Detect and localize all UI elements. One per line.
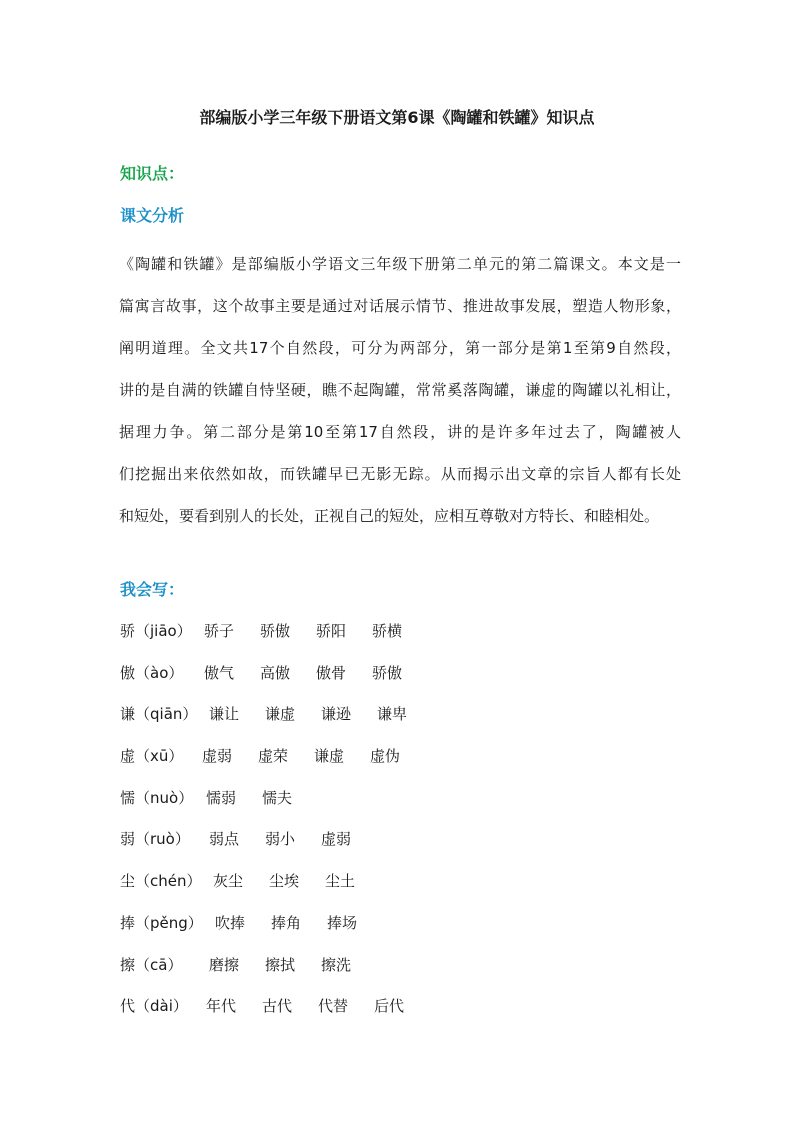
vocab-word: 虚荣 — [258, 747, 289, 766]
vocab-word: 骄傲 — [372, 663, 403, 682]
vocab-word: 骄子 — [204, 622, 235, 640]
vocab-row — [120, 703, 720, 745]
vocab-words — [209, 703, 433, 725]
vocab-word: 吹捧 — [215, 913, 246, 932]
vocab-character: 傲（ào） — [120, 663, 184, 682]
vocab-word: 谦逊 — [321, 705, 352, 724]
section-write-heading: 我会写： — [120, 580, 185, 599]
vocab-word: 虚弱 — [202, 747, 233, 766]
vocab-word: 高傲 — [260, 663, 291, 682]
paragraph-line: 据理力争。第二部分是第10至第17自然段，讲的是许多年过去了，陶罐被人 — [119, 423, 681, 441]
vocab-word: 擦拭 — [265, 955, 296, 974]
vocab-words — [204, 620, 428, 642]
paragraph-line: 和短处，要看到别人的长处，正视自己的短处，应相互尊敬对方特长、和睦相处。 — [119, 507, 660, 525]
vocab-character: 代（dài） — [120, 997, 188, 1016]
vocab-word: 谦虚 — [265, 705, 296, 724]
vocab-word: 懦弱 — [206, 788, 237, 807]
analysis-paragraph — [119, 243, 681, 537]
vocab-word: 虚弱 — [321, 830, 352, 849]
vocab-words — [215, 912, 383, 934]
vocab-row — [120, 870, 720, 912]
vocab-row — [120, 662, 720, 704]
vocab-word: 弱小 — [265, 830, 296, 849]
vocab-character: 擦（cā） — [120, 955, 183, 974]
vocab-word: 谦虚 — [314, 747, 345, 766]
vocab-words — [206, 787, 318, 809]
vocab-words — [209, 828, 377, 850]
vocab-word: 傲气 — [204, 663, 235, 682]
vocab-words — [213, 870, 381, 892]
vocab-word: 谦卑 — [377, 705, 408, 724]
vocab-row — [120, 954, 720, 996]
vocab-character: 捧（pěng） — [120, 913, 203, 932]
vocab-word: 尘土 — [325, 872, 356, 891]
vocab-word: 尘埃 — [269, 872, 300, 891]
vocab-row — [120, 912, 720, 954]
section-knowledge-heading: 知识点： — [120, 164, 185, 183]
vocab-word: 骄傲 — [260, 622, 291, 640]
vocab-word: 磨擦 — [209, 955, 240, 974]
vocab-word: 弱点 — [209, 830, 240, 849]
vocab-words — [202, 745, 426, 767]
vocab-row — [120, 787, 720, 829]
vocab-word: 骄阳 — [316, 622, 347, 640]
page-title: 部编版小学三年级下册语文第6课《陶罐和铁罐》知识点 — [199, 108, 595, 127]
vocab-word: 谦让 — [209, 705, 240, 724]
paragraph-line: 们挖掘出来依然如故，而铁罐早已无影无踪。从而揭示出文章的宗旨人都有长处 — [119, 465, 681, 483]
vocab-word: 捧场 — [327, 913, 358, 932]
vocab-word: 懦夫 — [262, 788, 293, 807]
vocab-word: 灰尘 — [213, 872, 244, 891]
vocab-word: 古代 — [262, 997, 293, 1016]
vocab-word: 后代 — [374, 997, 405, 1016]
vocab-row — [120, 995, 720, 1037]
vocab-word: 骄横 — [372, 622, 403, 640]
vocab-word: 傲骨 — [316, 663, 347, 682]
vocab-character: 骄（jiāo） — [120, 622, 192, 640]
vocab-character: 虚（xū） — [120, 747, 184, 766]
paragraph-line: 阐明道理。全文共17个自然段，可分为两部分，第一部分是第1至第9自然段， — [119, 339, 681, 357]
paragraph-line: 篇寓言故事，这个故事主要是通过对话展示情节、推进故事发展，塑造人物形象， — [119, 297, 681, 315]
vocab-word: 擦洗 — [321, 955, 352, 974]
vocab-row — [120, 620, 720, 662]
vocab-row — [120, 745, 720, 787]
vocab-word: 捧角 — [271, 913, 302, 932]
vocab-row — [120, 828, 720, 870]
paragraph-line: 讲的是自满的铁罐自恃坚硬，瞧不起陶罐，常常奚落陶罐，谦虚的陶罐以礼相让， — [119, 381, 681, 399]
section-analysis-heading: 课文分析 — [120, 206, 185, 225]
vocab-list — [120, 620, 720, 1037]
vocab-character: 懦（nuò） — [120, 788, 194, 807]
vocab-words — [206, 995, 430, 1017]
vocab-words — [209, 954, 377, 976]
vocab-character: 谦（qiān） — [120, 705, 198, 724]
vocab-word: 代替 — [318, 997, 349, 1016]
vocab-character: 尘（chén） — [120, 872, 202, 891]
paragraph-line: 《陶罐和铁罐》是部编版小学语文三年级下册第二单元的第二篇课文。本文是一 — [119, 255, 681, 273]
vocab-words — [204, 662, 428, 684]
vocab-character: 弱（ruò） — [120, 830, 190, 849]
vocab-word: 年代 — [206, 997, 237, 1016]
vocab-word: 虚伪 — [370, 747, 401, 766]
